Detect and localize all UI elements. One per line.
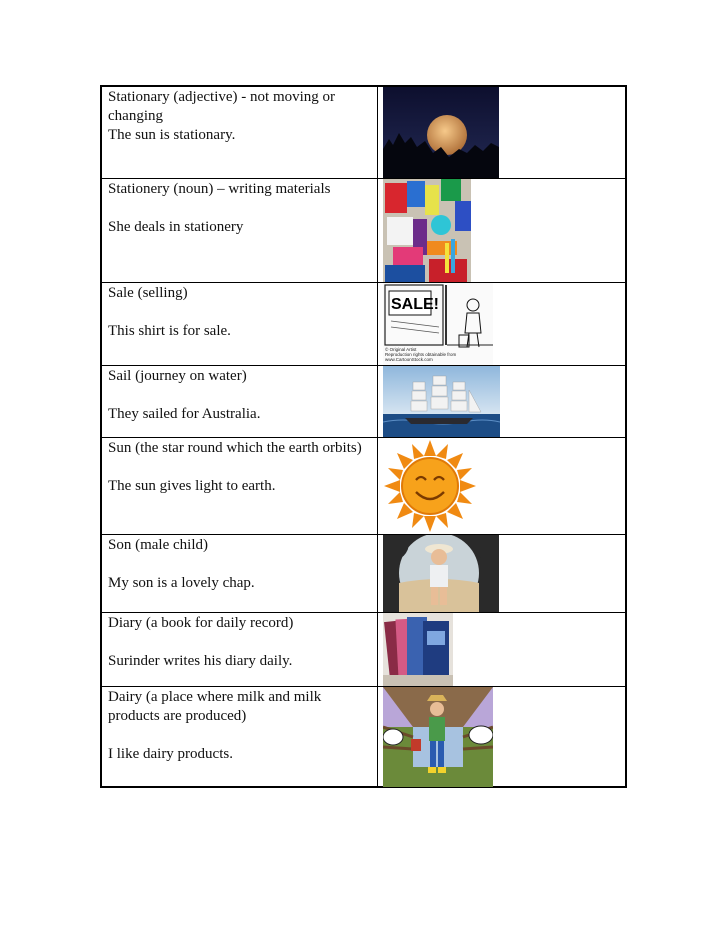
smiling-sun-image — [378, 438, 482, 534]
picture-cell — [378, 365, 627, 437]
cartoon-credit-line: www.CartoonStock.com — [385, 356, 433, 362]
table-row — [101, 86, 626, 178]
stationery-supplies-image — [383, 179, 471, 282]
table-row — [101, 365, 626, 437]
word-cell — [101, 178, 378, 282]
table-row — [101, 178, 626, 282]
word-definition: Son (male child) — [108, 536, 208, 553]
word-definition: Stationery (noun) – writing materials — [108, 180, 331, 197]
word-definition: Sail (journey on water) — [108, 367, 247, 384]
example-sentence: This shirt is for sale. — [108, 322, 231, 339]
dairy-farmer-image — [383, 687, 493, 787]
word-definition: Sun (the star round which the earth orbits) — [108, 439, 362, 456]
word-cell — [101, 612, 378, 686]
diaries-stack-image — [383, 613, 453, 686]
example-sentence: My son is a lovely chap. — [108, 574, 255, 591]
sale-sign-text: SALE! — [391, 295, 439, 313]
word-cell — [101, 686, 378, 787]
picture-cell — [378, 612, 627, 686]
example-sentence: I like dairy products. — [108, 745, 233, 762]
picture-cell — [378, 178, 627, 282]
table-row — [101, 612, 626, 686]
example-sentence: She deals in stationery — [108, 218, 244, 235]
word-cell — [101, 365, 378, 437]
word-cell — [101, 86, 378, 178]
word-cell — [101, 437, 378, 534]
picture-cell — [378, 86, 627, 178]
sale-cartoon-image — [383, 283, 493, 365]
child-on-beach-image — [383, 535, 499, 612]
sailing-ship-image — [383, 366, 500, 437]
moon-over-trees-image — [383, 87, 499, 178]
example-sentence: The sun is stationary. — [108, 127, 236, 143]
example-sentence: The sun gives light to earth. — [108, 477, 276, 494]
table-row — [101, 686, 626, 787]
table-row — [101, 534, 626, 612]
cartoon-credit-line: © Original Artist — [385, 346, 417, 352]
word-definition: Stationary (adjective) - not moving or changing — [108, 89, 336, 124]
word-definition: Diary (a book for daily record) — [108, 614, 294, 631]
table-row — [101, 437, 626, 534]
cartoon-credit-line: Reproduction rights obtainable from — [385, 351, 457, 357]
word-cell — [101, 534, 378, 612]
picture-cell — [378, 534, 627, 612]
word-cell — [101, 282, 378, 365]
picture-cell — [378, 437, 627, 534]
table-row — [101, 282, 626, 365]
word-definition: Dairy (a place where milk and milk products are produced) — [108, 688, 322, 724]
vocabulary-table — [100, 85, 627, 788]
word-definition: Sale (selling) — [108, 284, 188, 301]
picture-cell — [378, 282, 627, 365]
example-sentence: They sailed for Australia. — [108, 405, 261, 422]
example-sentence: Surinder writes his diary daily. — [108, 652, 293, 669]
picture-cell — [378, 686, 627, 787]
